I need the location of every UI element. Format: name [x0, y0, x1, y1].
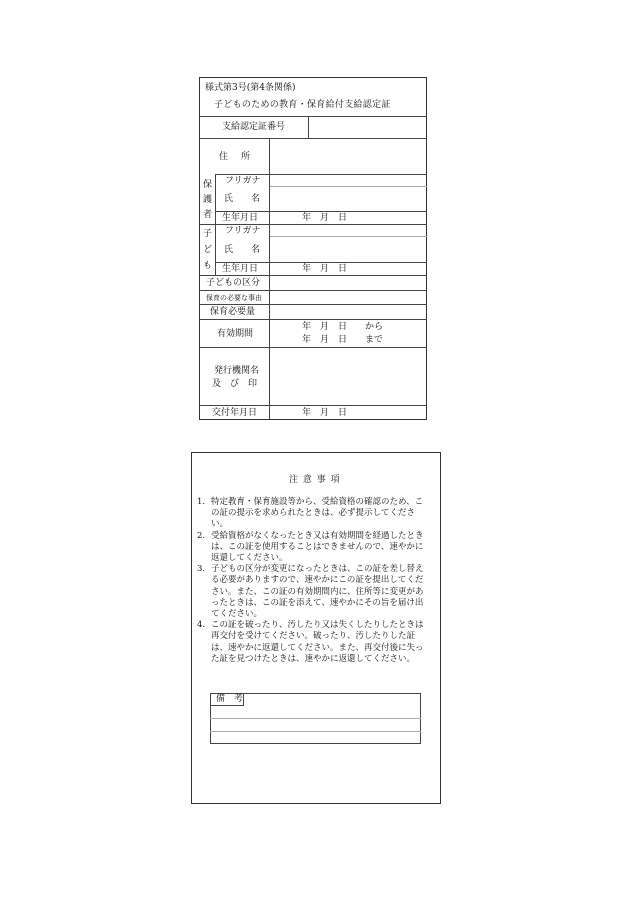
issue-date-label: 交付年月日: [212, 408, 258, 418]
child-category-field[interactable]: [270, 276, 426, 290]
child-name-label: 氏 名: [224, 245, 261, 255]
note-item-1: 1. 特定教育・保育施設等から、受給資格の確認のため、この証の提示を求められたときは、必ず提示してください。: [197, 497, 424, 530]
cert-number-label: 支給認定証番号: [222, 122, 286, 132]
child-birthdate-value[interactable]: 年 月 日: [302, 264, 348, 274]
child-category-label: 子どもの区分: [206, 278, 261, 288]
care-reason-label: 保育の必要な事由: [206, 294, 262, 302]
guardian-furigana-field[interactable]: [270, 175, 426, 186]
notes-heading: 注 意 事 項: [289, 475, 341, 485]
child-furigana-field[interactable]: [270, 225, 426, 236]
child-label-3: も: [202, 261, 212, 271]
guardian-label-3: 者: [202, 210, 212, 220]
guardian-name-label: 氏 名: [224, 194, 261, 204]
validity-from[interactable]: 年 月 日 から: [302, 322, 384, 332]
address-label: 住 所: [219, 152, 253, 162]
child-name-field[interactable]: [270, 237, 426, 262]
remarks-label: 備 考: [216, 694, 244, 704]
note-item-3: 3. 子どもの区分が変更になったときは、この証を差し替える必要がありますので、速やかにこの証を提出してください。また、この証の有効期間内に、住所等に変更があったときは、この証を添えて、速やかにその旨を届け出てください。: [197, 564, 424, 620]
remarks-field[interactable]: [245, 694, 420, 743]
validity-to[interactable]: 年 月 日 まで: [302, 335, 384, 345]
cert-number-field[interactable]: [309, 117, 426, 137]
care-amount-label: 保育必要量: [210, 307, 256, 317]
guardian-label-1: 保: [202, 180, 212, 190]
child-label-2: ど: [202, 245, 212, 255]
guardian-birthdate-label: 生年月日: [222, 213, 259, 223]
form-number: 様式第3号(第4条関係): [205, 83, 296, 93]
address-field[interactable]: [270, 139, 426, 174]
form-title: 子どものための教育・保育給付支給認定証: [214, 100, 391, 110]
guardian-furigana-label: フリガナ: [225, 176, 261, 186]
guardian-birthdate-value[interactable]: 年 月 日: [302, 213, 348, 223]
note-item-2: 2. 受給資格がなくなったとき又は有効期間を経過したときは、この証を使用することはできませんので、速やかに返還してください。: [197, 530, 424, 564]
child-furigana-label: フリガナ: [225, 226, 261, 236]
guardian-name-field[interactable]: [270, 187, 426, 211]
child-birthdate-label: 生年月日: [222, 264, 259, 274]
issuer-label-line2: 及 び 印: [212, 379, 258, 389]
issuer-field[interactable]: [270, 348, 426, 405]
issue-date-value[interactable]: 年 月 日: [302, 408, 348, 418]
guardian-label-2: 護: [202, 195, 212, 205]
note-item-4: 4. この証を破ったり、汚したり又は失くしたりしたときは再交付を受けてください。破ったり、汚したりした証は、速やかに返還してください。また、再交付後に失った証を見つけたときは、速やかに返還してください。: [197, 620, 424, 664]
care-amount-field[interactable]: [270, 305, 426, 319]
issuer-label-line1: 発行機関名: [214, 366, 260, 376]
notes-list: [197, 497, 431, 665]
validity-label: 有効期間: [217, 329, 254, 339]
child-label-1: 子: [202, 229, 212, 239]
care-reason-field[interactable]: [270, 291, 426, 304]
